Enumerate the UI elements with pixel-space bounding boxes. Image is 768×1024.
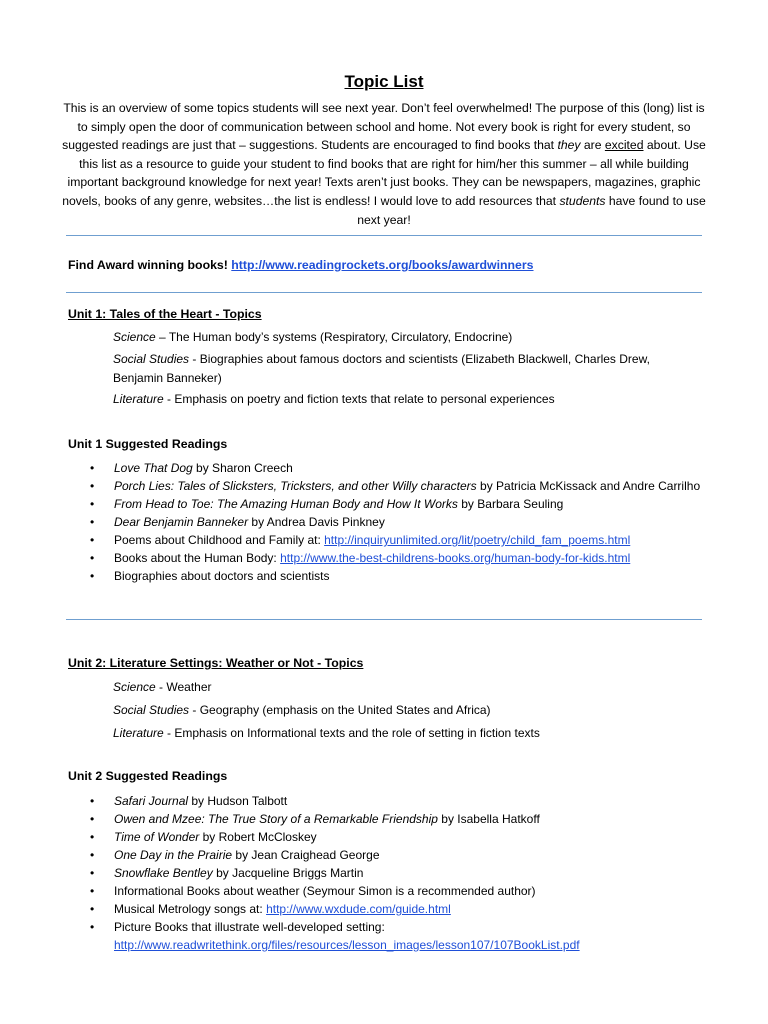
resource-label: Informational Books about weather (Seymour Simon is a recommended author): [114, 884, 536, 898]
poems-link[interactable]: http://inquiryunlimited.org/lit/poetry/child_fam_poems.html: [324, 533, 631, 547]
bullet: •: [90, 902, 95, 916]
intro-text-1: This is an overview of some topics students will see next year. Don’t feel overwhelmed! The purpose of this (long) list is to simply open the door of communication between school and home. Not every book is right for every student, so suggested readings are just that – suggestions. Students are encouraged to find books that: [62, 101, 705, 153]
book-author: by Hudson Talbott: [188, 794, 288, 808]
book-title: Snowflake Bentley: [114, 866, 213, 880]
award-link[interactable]: http://www.readingrockets.org/books/awardwinners: [231, 258, 534, 272]
book-title: Love That Dog: [114, 461, 193, 475]
bullet: •: [90, 497, 95, 511]
unit1-topic-literature: [113, 390, 703, 409]
topic-subject: Social Studies: [113, 352, 190, 366]
unit1-readings-list: [86, 459, 706, 585]
bullet: •: [90, 884, 95, 898]
topic-subject: Literature: [113, 726, 164, 740]
topic-text: - Geography (emphasis on the United States and Africa): [189, 703, 491, 717]
award-line: [68, 258, 534, 272]
list-item: [86, 882, 706, 900]
topic-subject: Literature: [113, 392, 164, 406]
intro-text-3: about. Use this list as a resource to guide your student to find books that are right for him/her this summer – all while building important background knowledge for next year! Texts aren’t just books. They can be newspapers, magazines, graphic novels, books of any genre, websites…the list is endless! I would love to add resources that: [62, 138, 706, 208]
intro-text-2: are: [580, 138, 605, 153]
resource-label: Musical Metrology songs at:: [114, 902, 267, 916]
list-item: [86, 846, 706, 864]
list-item: [86, 549, 706, 567]
unit1-topic-science: [113, 328, 703, 347]
divider: [66, 235, 702, 236]
award-label: Find Award winning books!: [68, 258, 232, 272]
human-body-link[interactable]: http://www.the-best-childrens-books.org/human-body-for-kids.html: [280, 551, 631, 565]
list-item: [86, 900, 706, 918]
list-item: [86, 792, 706, 810]
unit2-readings-list: [86, 792, 706, 954]
unit2-topic-literature: [113, 724, 703, 743]
bullet: •: [90, 551, 95, 565]
bullet: •: [90, 866, 95, 880]
page-title: Topic List: [344, 72, 424, 91]
resource-label: Books about the Human Body:: [114, 551, 281, 565]
list-item: [86, 918, 706, 954]
book-title: One Day in the Prairie: [114, 848, 233, 862]
bullet: •: [90, 479, 95, 493]
bullet: •: [90, 830, 95, 844]
book-author: by Isabella Hatkoff: [437, 812, 540, 826]
intro-paragraph: [62, 99, 706, 229]
bullet: •: [90, 569, 95, 583]
unit1-topic-social-studies: [113, 350, 703, 388]
unit1-readings-heading: Unit 1 Suggested Readings: [68, 437, 228, 451]
resource-label: Biographies about doctors and scientists: [114, 569, 330, 583]
intro-emphasis-students: students: [559, 193, 606, 208]
intro-text-4: have found to use next year!: [357, 193, 706, 227]
topic-text: - Weather: [155, 680, 212, 694]
unit2-heading: Unit 2: Literature Settings: Weather or Not - Topics: [68, 656, 364, 670]
book-title: Time of Wonder: [114, 830, 200, 844]
topic-subject: Science: [113, 680, 156, 694]
book-title: Porch Lies: Tales of Slicksters, Tricksters, and other Willy characters: [114, 479, 477, 493]
bullet: •: [90, 848, 95, 862]
book-author: by Jean Craighead George: [232, 848, 380, 862]
book-author: by Andrea Davis Pinkney: [248, 515, 385, 529]
wxdude-link[interactable]: http://www.wxdude.com/guide.html: [266, 902, 451, 916]
bullet: •: [90, 920, 95, 934]
bullet: •: [90, 533, 95, 547]
resource-label: Poems about Childhood and Family at:: [114, 533, 325, 547]
topic-text: - Emphasis on poetry and fiction texts that relate to personal experiences: [163, 392, 555, 406]
unit2-topic-social-studies: [113, 701, 703, 720]
list-item: [86, 459, 706, 477]
list-item: [86, 828, 706, 846]
bullet: •: [90, 461, 95, 475]
unit2-readings-heading: Unit 2 Suggested Readings: [68, 769, 228, 783]
book-author: by Sharon Creech: [192, 461, 293, 475]
bullet: •: [90, 794, 95, 808]
list-item: [86, 495, 706, 513]
list-item: [86, 810, 706, 828]
book-author: by Barbara Seuling: [457, 497, 564, 511]
book-title: Safari Journal: [114, 794, 189, 808]
intro-emphasis-excited: excited: [604, 138, 644, 153]
bullet: •: [90, 515, 95, 529]
topic-subject: Social Studies: [113, 703, 190, 717]
unit2-topic-science: [113, 678, 703, 697]
book-title: Dear Benjamin Banneker: [114, 515, 249, 529]
divider: [66, 292, 702, 293]
readwritethink-link[interactable]: http://www.readwritethink.org/files/resources/lesson_images/lesson107/107BookList.pdf: [114, 938, 580, 952]
book-author: by Robert McCloskey: [199, 830, 317, 844]
book-author: by Jacqueline Briggs Martin: [212, 866, 364, 880]
book-title: From Head to Toe: The Amazing Human Body and How It Works: [114, 497, 458, 511]
book-title: Owen and Mzee: The True Story of a Remarkable Friendship: [114, 812, 438, 826]
divider: [66, 619, 702, 620]
resource-label: Picture Books that illustrate well-developed setting:: [114, 920, 385, 934]
unit1-heading: Unit 1: Tales of the Heart - Topics: [68, 307, 262, 321]
list-item: [86, 513, 706, 531]
bullet: •: [90, 812, 95, 826]
list-item: [86, 567, 706, 585]
book-author: by Patricia McKissack and Andre Carrilho: [476, 479, 701, 493]
topic-text: - Biographies about famous doctors and scientists (Elizabeth Blackwell, Charles Drew, Benjamin Banneker): [113, 352, 650, 385]
list-item: [86, 477, 706, 495]
topic-text: - Emphasis on Informational texts and the role of setting in fiction texts: [163, 726, 540, 740]
list-item: [86, 531, 706, 549]
topic-subject: Science: [113, 330, 156, 344]
intro-emphasis-they: they: [557, 138, 581, 153]
topic-text: – The Human body’s systems (Respiratory, Circulatory, Endocrine): [155, 330, 513, 344]
list-item: [86, 864, 706, 882]
